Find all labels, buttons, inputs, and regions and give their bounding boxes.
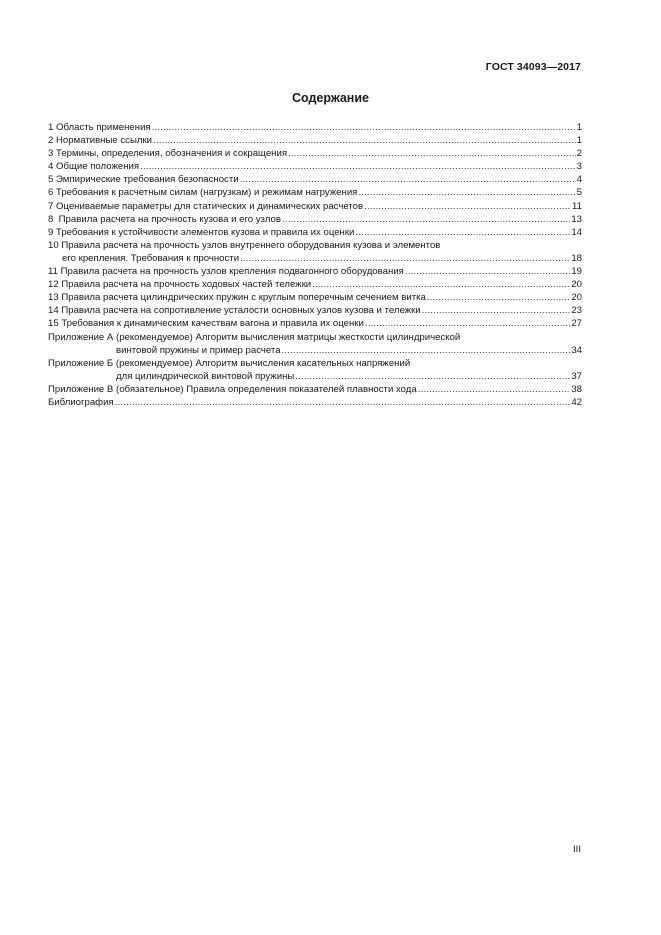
table-of-contents [48, 121, 582, 409]
toc-leader [418, 383, 571, 396]
toc-entry-label: 2 Нормативные ссылки [48, 135, 153, 147]
toc-entry-label-line2: его крепления. Требования к прочности [62, 252, 240, 264]
toc-page-number: 18 [571, 252, 582, 264]
toc-entry-label: Приложение В (обязательное) Правила определения показателей плавности хода [48, 383, 417, 395]
toc-entry[interactable] [48, 291, 582, 304]
toc-entry[interactable] [48, 200, 582, 213]
toc-leader [153, 134, 576, 147]
toc-entry-label: 3 Термины, определения, обозначения и сокращения [48, 148, 288, 160]
toc-entry-label: 7 Оцениваемые параметры для статических и динамических расчетов [48, 200, 364, 212]
toc-page-number: 27 [571, 318, 582, 330]
toc-entry-label: 1 Область применения [48, 122, 151, 133]
toc-entry[interactable] [48, 213, 582, 226]
toc-entry-label: 5 Эмпирические требования безопасности [48, 174, 239, 186]
toc-entry-label: 6 Требования к расчетным силам (нагрузкам) и режимам нагружения [48, 187, 358, 199]
toc-leader [240, 252, 570, 265]
toc-leader [152, 121, 576, 134]
toc-entry[interactable] [48, 134, 582, 147]
toc-leader [422, 304, 571, 317]
toc-page-number: 5 [576, 187, 582, 199]
toc-page-number: 20 [571, 279, 582, 291]
toc-leader [312, 278, 570, 291]
toc-entry-label: 14 Правила расчета на сопротивление усталости основных узлов кузова и тележки [48, 305, 421, 317]
toc-leader [282, 344, 571, 357]
toc-page-number: 20 [571, 292, 582, 304]
toc-entry-label: 8 Правила расчета на прочность кузова и его узлов [48, 213, 281, 225]
toc-leader [427, 291, 571, 304]
toc-page-number: 2 [576, 148, 582, 160]
toc-leader [115, 396, 571, 409]
toc-entry-label: 12 Правила расчета на прочность ходовых частей тележки [48, 279, 312, 291]
toc-entry-label: 13 Правила расчета цилиндрических пружин с круглым поперечным сечением витка [48, 292, 426, 304]
toc-entry-label: 15 Требования к динамическим качествам вагона и правила их оценки [48, 318, 364, 330]
toc-entry[interactable] [48, 278, 582, 291]
toc-entry[interactable] [48, 121, 582, 134]
toc-leader [295, 370, 570, 383]
toc-page-number: 13 [571, 213, 582, 225]
standard-code: ГОСТ 34093—2017 [485, 61, 581, 73]
toc-entry[interactable] [48, 147, 582, 160]
toc-leader [355, 226, 570, 239]
toc-page-number: 1 [576, 135, 582, 147]
toc-entry-multiline[interactable] [48, 331, 582, 357]
toc-page-number: 3 [576, 161, 582, 173]
toc-entry[interactable] [48, 226, 582, 239]
toc-entry-label: 4 Общие положения [48, 161, 140, 173]
toc-entry[interactable] [48, 160, 582, 173]
toc-page-number: 11 [572, 200, 582, 212]
toc-entry-multiline[interactable] [48, 357, 582, 383]
toc-leader [140, 160, 576, 173]
toc-page-number: 34 [571, 344, 582, 356]
toc-entry[interactable] [48, 186, 582, 199]
toc-entry[interactable] [48, 173, 582, 186]
toc-entry[interactable] [48, 304, 582, 317]
toc-leader [282, 213, 570, 226]
toc-entry-label-line2: винтовой пружины и пример расчета [116, 344, 281, 356]
toc-entry-label-line1: Приложение Б (рекомендуемое) Алгоритм вычисления касательных напряжений [48, 357, 411, 369]
page-title: Содержание [291, 91, 369, 105]
toc-page-number: 23 [571, 305, 582, 317]
toc-leader [364, 200, 571, 213]
page-number-roman: III [573, 844, 581, 855]
toc-entry-label: 9 Требования к устойчивости элементов кузова и правила их оценки [48, 226, 355, 238]
toc-entry-label: Библиография [48, 396, 114, 408]
toc-entry-label-line2: для цилиндрической винтовой пружины [116, 370, 295, 382]
toc-leader [240, 173, 576, 186]
toc-entry-label: 11 Правила расчета на прочность узлов крепления подвагонного оборудования [48, 266, 404, 278]
toc-entry-label-line1: Приложение А (рекомендуемое) Алгоритм вычисления матрицы жесткости цилиндрической [48, 331, 461, 343]
toc-page-number: 19 [571, 266, 582, 278]
toc-entry[interactable] [48, 317, 582, 330]
toc-leader [405, 265, 571, 278]
toc-entry-label-line1: 10 Правила расчета на прочность узлов внутреннего оборудования кузова и элементов [48, 239, 441, 251]
toc-entry[interactable] [48, 383, 582, 396]
toc-leader [288, 147, 576, 160]
toc-page-number: 37 [571, 370, 582, 382]
toc-page-number: 4 [576, 174, 582, 186]
toc-page-number: 42 [571, 396, 582, 408]
toc-page-number: 14 [571, 226, 582, 238]
toc-entry[interactable] [48, 265, 582, 278]
toc-leader [365, 317, 571, 330]
toc-page-number: 1 [576, 122, 582, 133]
toc-entry-multiline[interactable] [48, 239, 582, 265]
toc-entry[interactable] [48, 396, 582, 409]
toc-leader [358, 186, 575, 199]
toc-page-number: 38 [571, 383, 582, 395]
